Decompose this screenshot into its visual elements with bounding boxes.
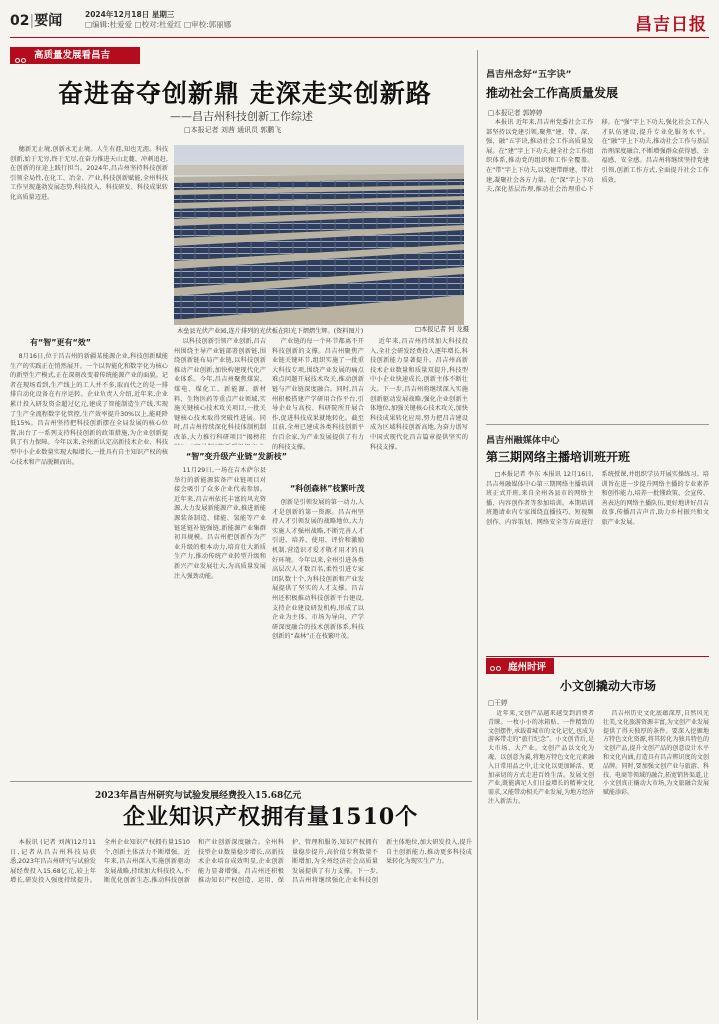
section-name: 要闻	[34, 13, 63, 29]
right2-byline: □本报记者 李东	[494, 471, 541, 478]
column-headline: 小文创撬动大市场	[560, 679, 657, 693]
lead-col1-intro: 穗新无止境,创新永无止境。人生有涯,知也无涯。科技创新,始于无穷,终于无尽,在奋力推进天山北麓、冲刺追赶,在创新的征途上践行担当。2024年,昌吉州坚持科技创新引领全局性,在化工、冶金、产业,科技创新赋能,全州科技工作呈现蓬勃发展态势,科技投入、科技研发、科技成果转化高质量迈进。	[10, 146, 168, 201]
column-tag: 庭州时评	[486, 658, 554, 674]
right2-headline: 第三期网络主播培训班开班	[486, 450, 631, 464]
column-divider	[477, 50, 478, 1020]
lead-byline: □本报记者 刘茜 通讯员 郭鹏飞	[184, 126, 282, 134]
lead-col3-body: 产业链的每一个环节都离不开科技创新的支撑。昌吉州聚焦产业链关键环节,组织实施了一批重大科技专项,围绕产业发展的痛点难点问题开展技术攻关,推动创新链与产业链深度融合。同时,昌吉州积极搭建产学研用合作平台,引导企业与高校、科研院所开展合作,促进科技成果就地转化。截至目前,全州已建成各类科技创新平台百余家,为产业发展提供了有力的科技支撑。	[272, 338, 364, 451]
second-story-body: 本报讯 (记者 刘茜)12月11日,记者从昌吉州科技局获悉,2023年昌吉州研究与试验发展经费投入15.68亿元,较上年增长,研发投入强度持续提升。全州企业知识产权拥有量1510个,创新主体活力不断增强。近年来,昌吉州深入实施创新驱动发展战略,持续加大科技投入,不断优化创新生态,推动科技创新和产业创新深度融合。全州科技型企业数量稳步增长,高新技术企业培育成效明显,企业创新能力显著增强。昌吉州还积极推动知识产权创造、运用、保护、管理和服务,知识产权拥有量稳步提升,高价值专利数量不断增加,为全州经济社会高质量发展提供了有力支撑。下一步,昌吉州将继续强化企业科技创新主体地位,加大研发投入,提升自主创新能力,推动更多科技成果转化为现实生产力。	[10, 839, 472, 885]
lead-col3-body2: 创新是引领发展的第一动力,人才是创新的第一资源。昌吉州坚持人才引领发展的战略地位,大力实施人才强州战略,不断完善人才引进、培养、使用、评价和激励机制,营造识才爱才敬才用才的良好环境。今年以来,全州引进各类高层次人才数百名,柔性引进专家团队数十个,为科技创新和产业发展提供了坚实的人才支撑。昌吉州还积极推动科技创新平台建设,支持企业建设研发机构,形成了以企业为主体、市场为导向、产学研深度融合的技术创新体系,科技创新的“森林”正在枝繁叶茂。	[272, 499, 364, 641]
lead-col2-body: 以科技创新引领产业创新,昌吉州围绕主导产业链部署创新链,围绕创新链布局产业链,以科技创新推动产业创新,加快构建现代化产业体系。今年,昌吉州聚焦煤炭、煤电、煤化工、新能源、新材料、生物医药等重点产业领域,实施关键核心技术攻关项目,一批关键核心技术取得突破性进展。同时,昌吉州持续深化科技体制机制改革,大力推行科研项目“揭榜挂	[174, 338, 266, 441]
essay-col-left: 近年来,文创产品越来越受到消费者青睐。一枚小小的冰箱贴、一件精致的文创摆件,承载着城市的文化记忆,也成为游客带走的“旅行纪念”。小文创背后,是大市场、大产业。文创产品以文化为魂、以创意为翼,将地方特色文化元素融入日常用品之中,让文化以更加鲜活、更加亲切的方式走进百姓生活。发展文创产业,既能满足人们日益增长的精神文化需求,又能带动相关产业发展,为地方经济注入新活力。	[488, 710, 594, 805]
column-byline: □王婷	[488, 699, 508, 707]
dateline	[85, 10, 231, 30]
second-story-lede: 2023年昌吉州研究与试验发展经费投入15.68亿元	[95, 791, 302, 801]
lead-col4-body: 近年来,昌吉州持续加大科技投入,全社会研发经费投入逐年增长,科技创新能力显著提升。昌吉州高新技术企业数量和质量双提升,科技型中小企业快速成长,创新主体不断壮大。下一步,昌吉州将继续深入实施创新驱动发展战略,强化企业创新主体地位,加强关键核心技术攻关,加快科技成果转化应用,努力把昌吉建设成为区域科技创新高地,为奋力谱写中国式现代化昌吉篇章提供坚实的科技支撑。	[370, 338, 468, 451]
editor-credit: □编辑:杜爱爱	[85, 20, 133, 29]
lead-col2-subhead: “智”变升级产业链“发新枝”	[186, 452, 288, 461]
right1-byline: □本报记者 郭婷婷	[488, 109, 543, 117]
right1-headline: 推动社会工作高质量发展	[486, 86, 619, 100]
issue-date: 2024年12月18日 星期三	[85, 10, 175, 19]
right1-kicker: 昌吉州念好“五字诀”	[486, 69, 572, 80]
page-number: 02	[10, 13, 30, 29]
right1-body: 本报讯 近年来,昌吉州党委社会工作部坚持以党建引领,聚焦“建、带、深、强、融”五字诀,推动社会工作高质量发展。在“建”字上下功夫,健全社会工作组织体系,推动党的组织和工作全覆盖。在“带”字上下功夫,以党建带群建、带社建,凝聚社会各方力量。在“深”字上下功夫,深化基层治理,推动社会治理重心下移。在“强”字上下功夫,强化社会工作人才队伍建设,提升专业化服务水平。在“融”字上下功夫,推动社会工作与基层治理深度融合,不断增强群众获得感、幸福感、安全感。昌吉州将继续坚持党建引领,创新工作方式,全面提升社会工作质效。	[486, 119, 709, 194]
solar-farm-photo	[174, 145, 464, 325]
solar-panels-image	[174, 145, 464, 325]
lead-col1-body: 8月16日,位于昌吉州的新疆某能源企业,科技创新赋能生产的实践正在悄然展开。一个以智能化和数字化为核心的新型生产模式,正在深刻改变着传统能源产业的面貌。记者在现场看到,生产线上的工人并不多,取而代之的是一排排自动化设备在有序运转。企业负责人介绍,近年来,企业累计投入研发资金超过亿元,建成了智能制造生产线,实现了生产全流程数字化管控,生产效率提升30%以上,能耗降低15%。昌吉州坚持把科技创新摆在全局发展的核心位置,出台了一系列支持科技创新的政策措施,为企业创新提供了有力保障。今年以来,全州新认定高新技术企业、科技型中小企业数量实现大幅增长,一批具有自主知识产权的核心技术和产品脱颖而出。	[10, 353, 168, 466]
right2-kicker: 昌吉州融媒体中心	[486, 435, 560, 446]
photo-credit: □本报记者 何 龙摄	[415, 326, 470, 333]
column-essay	[488, 710, 709, 1020]
tag-dots-icon	[490, 663, 502, 674]
section-kicker	[10, 47, 140, 64]
kicker-dots-icon	[15, 52, 29, 59]
column-tagbar	[486, 656, 709, 674]
photo-caption: 木垒县光伏产业园,连片排列的光伏板在阳光下熠熠生辉。(资料图片)	[177, 328, 364, 335]
right2-body: □本报记者 李东 本报讯 12月16日,昌吉州融媒体中心第三期网络主播培训班正式开班,来自全州各县市的网络主播、内容创作者等参加培训。本期培训班邀请业内专家围绕直播技巧、短视频创作、内容策划、网络安全等方面进行系统授课,并组织学员开展实操练习。培训旨在进一步提升网络主播的专业素养和创作能力,培养一批懂政策、会宣传、善表达的网络主播队伍,更好地讲好昌吉故事,传播昌吉声音,助力乡村振兴和文旅产业发展。	[486, 471, 709, 526]
story-divider	[10, 781, 472, 782]
lead-headline: 奋进奋夺创新鼎 走深走实创新路	[58, 79, 432, 108]
lead-subheadline: ——昌吉州科技创新工作综述	[170, 110, 313, 123]
review-credit: □审校:郭丽娜	[184, 20, 232, 29]
page-header: 02|要闻 2024年12月18日 星期三 □编辑:杜爱爱 □校对:杜爱红 □审校:郭丽娜 昌吉日报	[10, 8, 709, 38]
right-divider-1	[486, 424, 709, 425]
lead-col3-subhead: “科创森林”枝繁叶茂	[290, 484, 365, 493]
essay-col-right: 昌吉州历史文化底蕴深厚,自然风光壮美,文化旅游资源丰富,为文创产业发展提供了得天独厚的条件。要深入挖掘地方特色文化资源,将其转化为独具特色的文创产品,提升文创产品的创意设计水平和文化内涵,打造具有昌吉辨识度的文创品牌。同时,要加强文创产业与旅游、科技、电商等领域的融合,拓宽销售渠道,让小文创真正撬动大市场,为文旅融合发展赋能添彩。	[603, 710, 709, 797]
lead-col2-body2: 11月29日,一场在吉木萨尔县举行的新能源装备产业链项目对接会吸引了众多企业代表参加。近年来,昌吉州依托丰富的风光资源,大力发展新能源产业,推进新能源装备制造、储能、氢能等产业链延链补链强链,新能源产业集群初具规模。昌吉州把创新作为产业升级的根本动力,培育壮大新质生产力,推动传统产业转型升级和新兴产业发展壮大,为高质量发展注入强劲动能。	[174, 467, 266, 580]
kicker-label: 高质量发展看昌吉	[34, 50, 111, 61]
second-story-headline: 企业知识产权拥有量1510个	[123, 804, 419, 830]
lead-col1-subhead: 有“智”更有“效”	[30, 338, 92, 347]
proof-credit: □校对:杜爱红	[134, 20, 182, 29]
paper-logo: 昌吉日报	[635, 15, 707, 35]
